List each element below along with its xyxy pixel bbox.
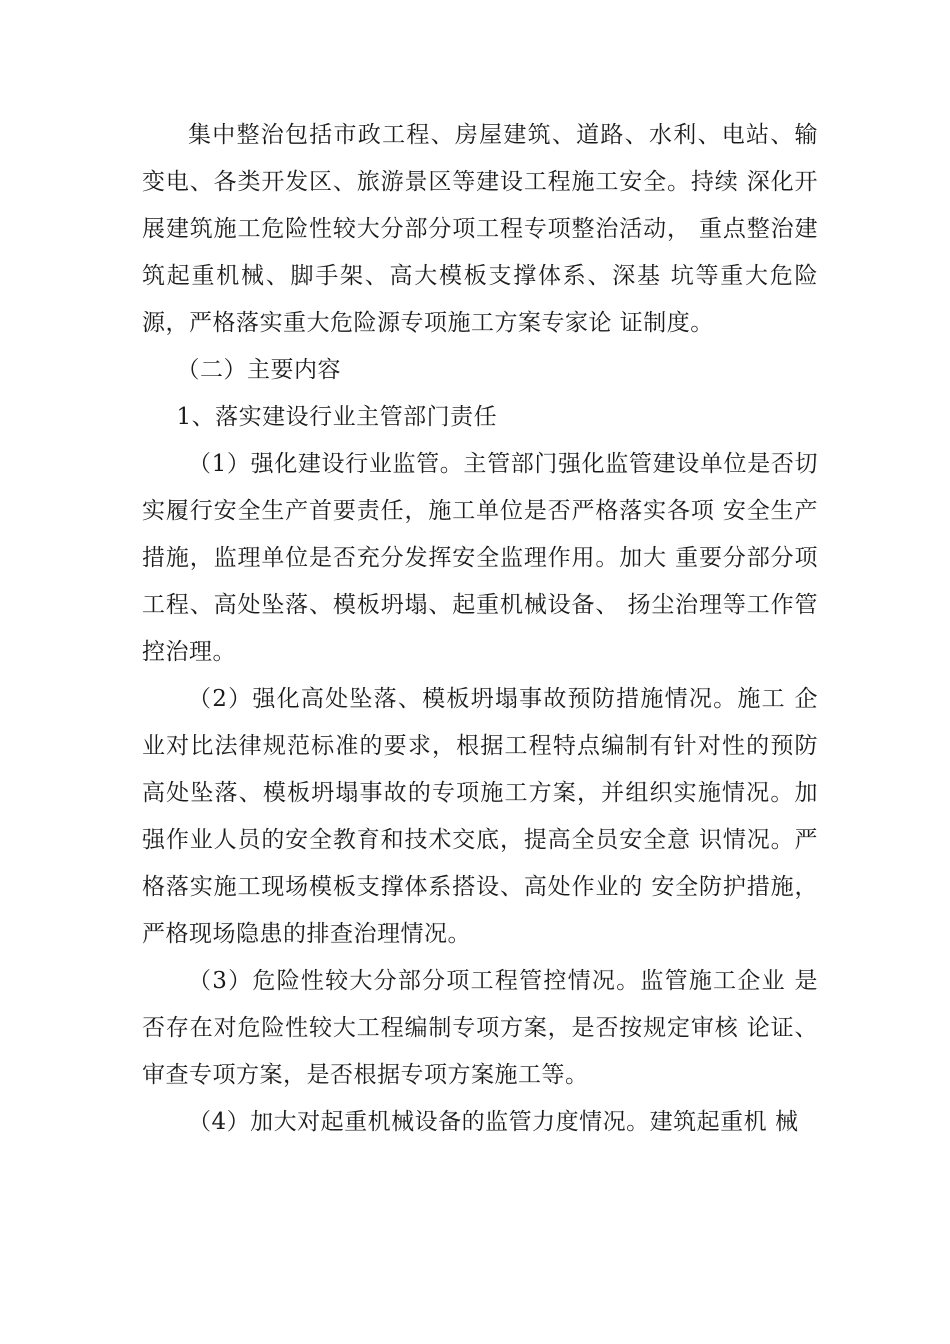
paragraph-item-3: （3）危险性较大分部分项工程管控情况。监管施工企业 是否存在对危险性较大工程编制专项方案，是否按规定审核 论证、审查专项方案，是否根据专项方案施工等。: [142, 968, 818, 1088]
paragraph-item-1: （1）强化建设行业监管。主管部门强化监管建设单位是否切实履行安全生产首要责任，施工单位是否严格落实各项 安全生产措施，监理单位是否充分发挥安全监理作用。加大 重要分部分项工程、高处坠落、模板坍塌、起重机械设备、 扬尘治理等工作管控治理。: [142, 451, 818, 665]
section-heading-main-content: （二）主要内容: [176, 357, 341, 383]
paragraph-intro: 集中整治包括市政工程、房屋建筑、道路、水利、电站、输变电、各类开发区、旅游景区等建设工程施工安全。持续 深化开展建筑施工危险性较大分部分项工程专项整治活动， 重点整治建筑起重机械、脚手架、高大模板支撑体系、深基 坑等重大危险源，严格落实重大危险源专项施工方案专家论 证制度。: [142, 122, 818, 336]
paragraph-item-4: （4）加大对起重机械设备的监管力度情况。建筑起重机 械: [188, 1109, 799, 1135]
document-body: [142, 112, 818, 1146]
subsection-heading-responsibility: 1、落实建设行业主管部门责任: [176, 404, 498, 430]
paragraph-item-2: （2）强化高处坠落、模板坍塌事故预防措施情况。施工 企业对比法律规范标准的要求，根据工程特点编制有针对性的预防高处坠落、模板坍塌事故的专项施工方案，并组织实施情况。加强作业人员的安全教育和技术交底，提高全员安全意 识情况。严格落实施工现场模板支撑体系搭设、高处作业的 安全防护措施，严格现场隐患的排查治理情况。: [142, 686, 818, 947]
